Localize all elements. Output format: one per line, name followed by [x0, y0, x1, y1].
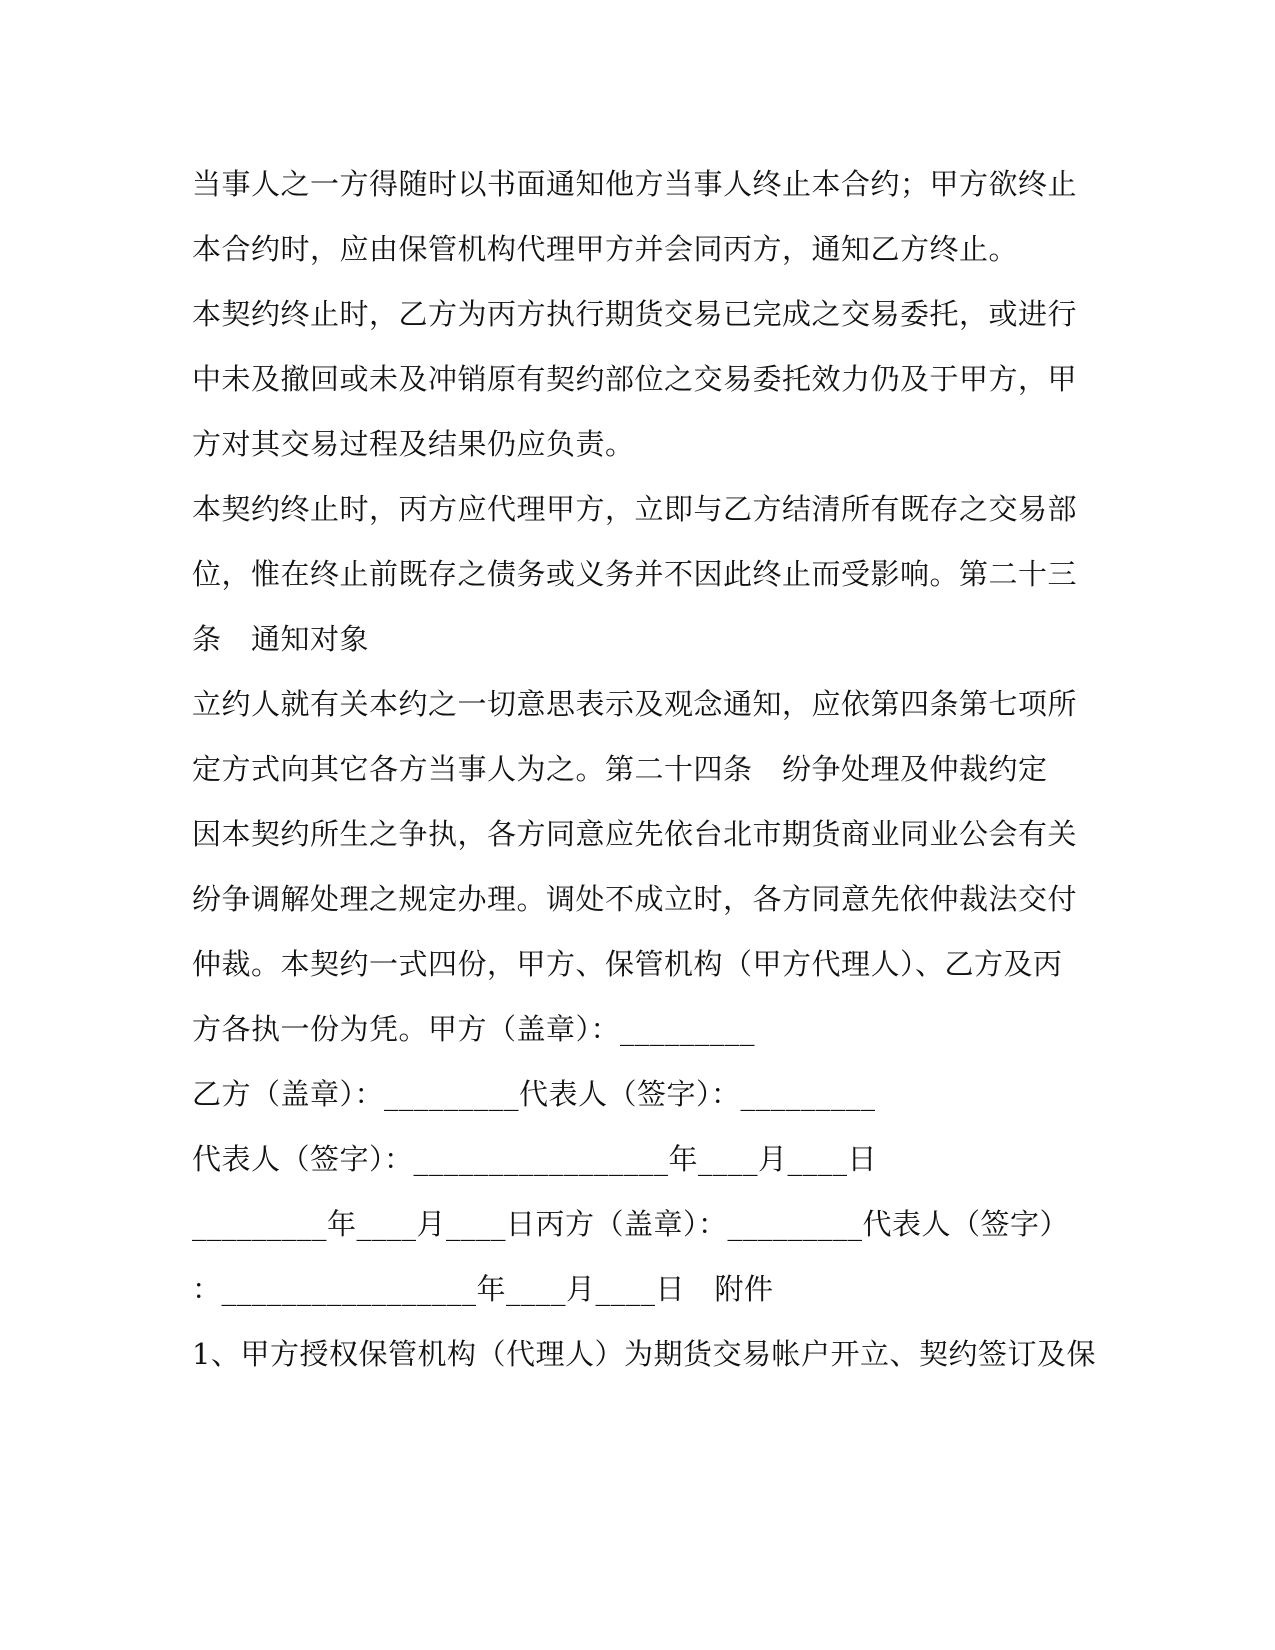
text-line: 本合约时，应由保管机构代理甲方并会同丙方，通知乙方终止。	[192, 232, 1019, 266]
text-line: 方对其交易过程及结果仍应负责。	[192, 427, 635, 461]
text-line: 定方式向其它各方当事人为之。第二十四条 纷争处理及仲裁约定	[192, 752, 1048, 786]
text-line: 中未及撤回或未及冲销原有契约部位之交易委托效力仍及于甲方，甲	[192, 362, 1078, 396]
text-line: 纷争调解处理之规定办理。调处不成立时，各方同意先依仲裁法交付	[192, 882, 1078, 916]
text-line: 本契约终止时，乙方为丙方执行期货交易已完成之交易委托，或进行	[192, 297, 1078, 331]
signature-line: _________年____月____日丙方（盖章）：_________代表人（签字）	[192, 1207, 1070, 1241]
signature-line: 代表人（签字）：_________________年____月____日	[192, 1142, 878, 1176]
text-line: 1、甲方授权保管机构（代理人）为期货交易帐户开立、契约签订及保	[192, 1337, 1096, 1371]
text-line: 当事人之一方得随时以书面通知他方当事人终止本合约；甲方欲终止	[192, 167, 1078, 201]
signature-line: 方各执一份为凭。甲方（盖章）：_________	[192, 1012, 756, 1046]
text-line: 仲裁。本契约一式四份，甲方、保管机构（甲方代理人）、乙方及丙	[192, 947, 1063, 981]
text-line: 位，惟在终止前既存之债务或义务并不因此终止而受影响。第二十三	[192, 557, 1078, 591]
text-line: 立约人就有关本约之一切意思表示及观念通知，应依第四条第七项所	[192, 687, 1078, 721]
text-line: 因本契约所生之争执，各方同意应先依台北市期货商业同业公会有关	[192, 817, 1078, 851]
signature-line: 乙方（盖章）：_________代表人（签字）：_________	[192, 1077, 876, 1111]
text-line: 本契约终止时，丙方应代理甲方，立即与乙方结清所有既存之交易部	[192, 492, 1078, 526]
section-heading: 条 通知对象	[192, 622, 370, 656]
signature-line: ：_________________年____月____日 附件	[192, 1272, 774, 1306]
